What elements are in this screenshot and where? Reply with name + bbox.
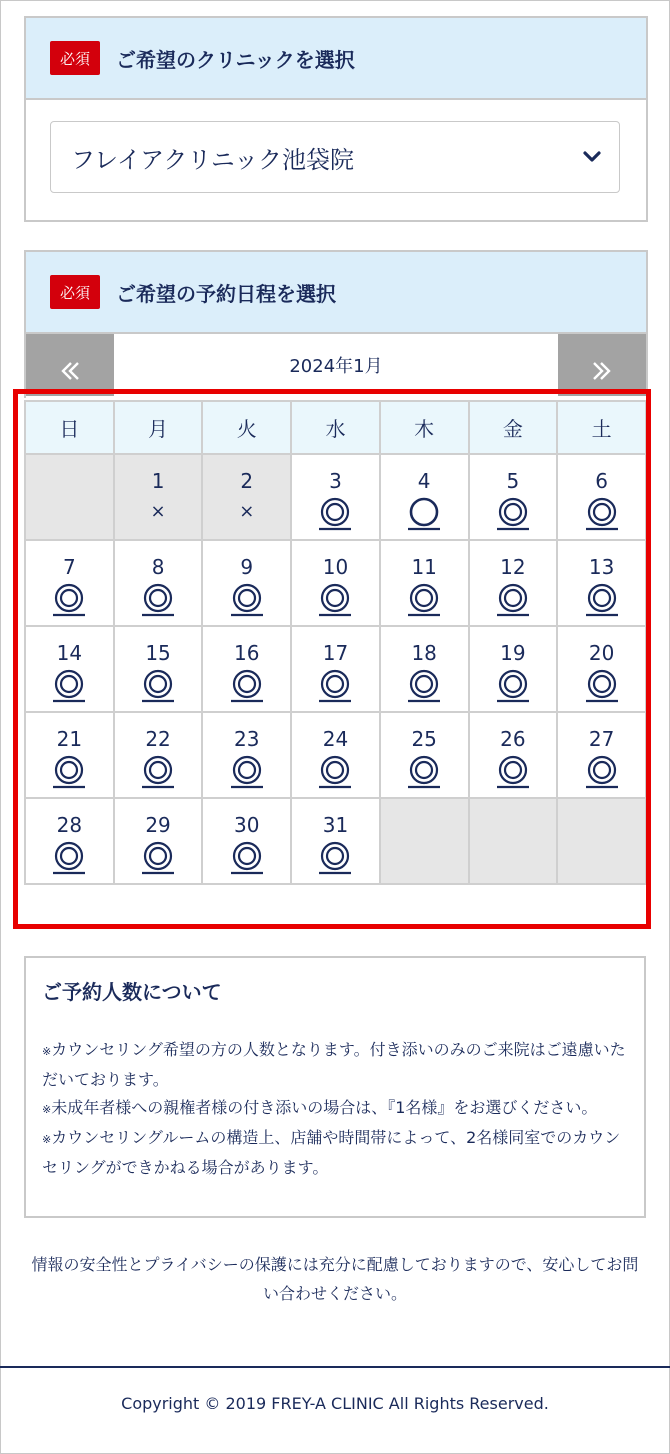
- notice-body: [42, 1036, 632, 1182]
- notice-item: [42, 1124, 632, 1182]
- notice-item: [42, 1094, 632, 1124]
- day-number: 29: [145, 813, 171, 837]
- day-number: 11: [411, 555, 437, 579]
- weekday-header: 金: [469, 401, 558, 454]
- weekday-header: 月: [114, 401, 203, 454]
- date-section-header: [26, 252, 646, 334]
- day-number: 27: [588, 727, 615, 751]
- double-chevron-left-icon: [59, 360, 81, 386]
- notice-text: 未成年者様への親権者様の付き添いの場合は、『1名様』をお選びください。: [51, 1098, 598, 1117]
- day-number: 12: [500, 555, 526, 579]
- day-number: 17: [322, 641, 349, 665]
- day-number: 2: [240, 469, 254, 493]
- day-number: 8: [151, 555, 165, 579]
- notice-mark: ※: [42, 1045, 52, 1058]
- day-number: 3: [329, 469, 342, 493]
- clinic-section-title: ご希望のクリニックを選択: [116, 47, 355, 72]
- weekday-header: 日: [25, 401, 114, 454]
- day-number: 16: [234, 641, 260, 665]
- next-month-button[interactable]: [558, 334, 646, 396]
- day-number: 15: [145, 641, 171, 665]
- day-number: 10: [322, 555, 349, 579]
- day-number: 14: [56, 641, 83, 665]
- clinic-section-header: [26, 18, 646, 100]
- day-number: 30: [234, 813, 260, 837]
- notice-title: ご予約人数について: [42, 980, 222, 1004]
- day-number: 13: [588, 555, 615, 579]
- weekday-header: 土: [557, 401, 646, 454]
- day-number: 26: [500, 727, 526, 751]
- privacy-statement: 情報の安全性とプライバシーの保護には充分に配慮しておりますので、安心してお問い合わせください。: [31, 1255, 639, 1303]
- highlight-box: [13, 389, 651, 929]
- day-number: 23: [234, 727, 260, 751]
- day-number: 21: [56, 727, 83, 751]
- notice-item: [42, 1036, 632, 1094]
- clinic-select-value: フレイアクリニック池袋院: [71, 145, 354, 174]
- notice-text: カウンセリング希望の方の人数となります。付き添いのみのご来院はご遠慮いただいております。: [42, 1040, 626, 1089]
- required-badge: 必須: [50, 275, 100, 309]
- current-month: 2024年1月: [289, 356, 383, 377]
- notice-text: カウンセリングルームの構造上、店舗や時間帯によって、2名様同室でのカウンセリングができかねる場合があります。: [42, 1128, 621, 1177]
- day-number: 22: [145, 727, 171, 751]
- party-size-notice: [24, 956, 646, 1218]
- copyright-text: Copyright © 2019 FREY-A CLINIC All Rights Reserved.: [121, 1394, 549, 1413]
- day-number: 24: [322, 727, 349, 751]
- date-section-title: ご希望の予約日程を選択: [116, 281, 336, 306]
- clinic-select[interactable]: [50, 121, 620, 193]
- day-number: 25: [411, 727, 437, 751]
- day-number: 6: [595, 469, 608, 493]
- double-chevron-right-icon: [591, 360, 613, 386]
- day-number: 1: [151, 469, 165, 493]
- chevron-down-icon: [583, 146, 601, 172]
- weekday-header: 水: [291, 401, 380, 454]
- date-section: [24, 250, 648, 398]
- day-number: 9: [240, 555, 254, 579]
- weekday-header: 火: [202, 401, 291, 454]
- day-number: 28: [56, 813, 83, 837]
- day-number: 4: [417, 469, 431, 493]
- day-number: 18: [411, 641, 437, 665]
- unavailable-mark: ×: [239, 501, 255, 522]
- day-number: 31: [322, 813, 349, 837]
- required-badge: 必須: [50, 41, 100, 75]
- unavailable-mark: ×: [150, 501, 166, 522]
- day-number: 19: [500, 641, 526, 665]
- footer-divider: [0, 1366, 670, 1368]
- calendar-nav: [26, 334, 646, 396]
- notice-mark: ※: [42, 1103, 52, 1116]
- clinic-section: [24, 16, 648, 222]
- notice-mark: ※: [42, 1133, 52, 1146]
- weekday-header: 木: [380, 401, 469, 454]
- day-number: 20: [588, 641, 615, 665]
- day-number: 5: [506, 469, 520, 493]
- prev-month-button[interactable]: [26, 334, 114, 396]
- day-number: 7: [62, 555, 76, 579]
